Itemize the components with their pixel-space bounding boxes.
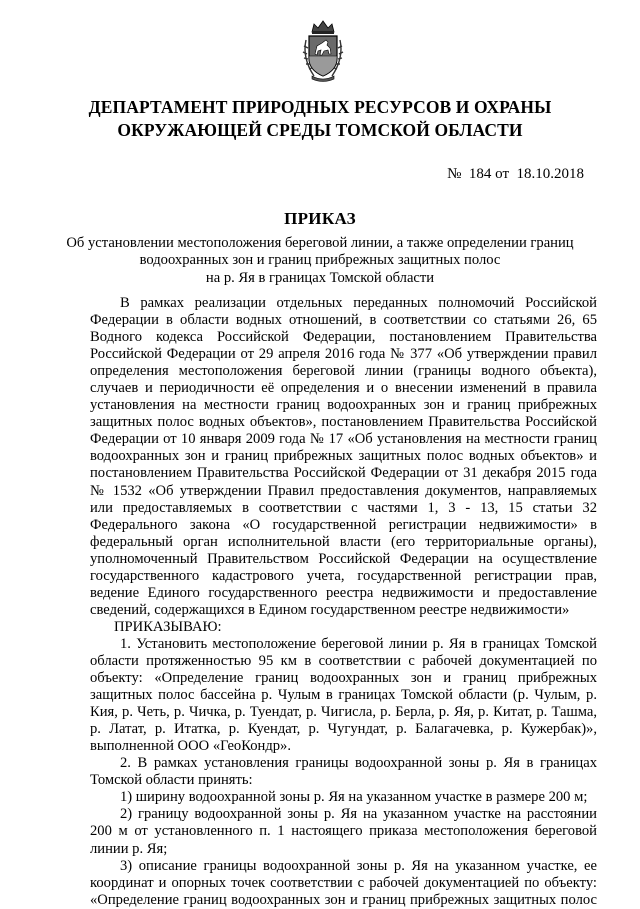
item-2-2-paragraph: 2) границу водоохранной зоны р. Яя на указанном участке на расстоянии 200 м от установленного п. 1 настоящего приказа местоположения береговой линии р. Яя; [90, 806, 597, 857]
order-subject [60, 235, 580, 287]
subject-line-3: на р. Яя в границах Томской области [205, 269, 435, 286]
item-2-1-paragraph: 1) ширину водоохранной зоны р. Яя на указанном участке в размере 200 м; [120, 789, 588, 806]
department-line-1: ДЕПАРТАМЕНТ ПРИРОДНЫХ РЕСУРСОВ И ОХРАНЫ [88, 97, 552, 117]
department-name [40, 96, 600, 142]
item-2-paragraph: 2. В рамках установления границы водоохранной зоны р. Яя в границах Томской области принять: [90, 755, 597, 789]
item-2-3-paragraph: 3) описание границы водоохранной зоны р. Яя на указанном участке, ее координат и опорных точек соответствии с рабочей документацией по объекту: «Определение границ водоохранных зон и границ прибрежных защитных полос [90, 857, 597, 908]
prikazyvayu-heading: ПРИКАЗЫВАЮ: [114, 618, 222, 635]
subject-line-2: водоохранных зон и границ прибрежных защитных полос [139, 252, 501, 269]
tomsk-coat-of-arms-icon [300, 18, 346, 84]
preamble-paragraph: В рамках реализации отдельных переданных полномочий Российской Федерации в области водных отношений, в соответствии со статьями 26, 65 Водного кодекса Российской Федерации, постановлением Правительства Российской Федерации от 29 апреля 2016 года № 377 «Об утверждении правил определения местоположения береговой линии (границы водного объекта), случаев и периодичности её определения и о внесении изменений в правила установления на местности границ водоохранных зон и границ прибрежных защитных полос водных объектов», постановлением Правительства Российской Федерации от 10 января 2009 года № 17 «Об установления на местности границ водоохранных зон и границ прибрежных защитных полос водных объектов» и постановлением Правительства Российской Федерации от 31 декабря 2015 года № 1532 «Об утверждении Правил предоставления документов, направляемых или предоставляемых в соответствии с частями 1, 3 - 13, 15 статьи 32 Федерального закона «О государственной регистрации недвижимости» в федеральный орган исполнительной власти (его территориальные органы), уполномоченный Правительством Российской Федерации на осуществление государственного кадастрового учета, государственной регистрации прав, ведение Единого государственного реестра недвижимости и предоставление сведений, содержащихся в Едином государственном реестре недвижимости» [90, 295, 597, 618]
subject-line-1: Об установлении местоположения береговой линии, а также определении границ [66, 235, 574, 251]
order-number: № 184 от 18.10.2018 [447, 166, 584, 182]
department-line-2: ОКРУЖАЮЩЕЙ СРЕДЫ ТОМСКОЙ ОБЛАСТИ [117, 120, 523, 140]
document-title: ПРИКАЗ [284, 209, 356, 228]
item-1-paragraph: 1. Установить местоположение береговой линии р. Яя в границах Томской области протяженностью 95 км в соответствии с рабочей документацией по объекту: «Определение границ водоохранных зон и границ прибрежных защитных полос бассейна р. Чулым в границах Томской области (р. Чулым, р. Кия, р. Четь, р. Чичка, р. Туендат, р. Чигисла, р. Берла, р. Яя, р. Китат, р. Ташма, р. Латат, р. Итатка, р. Куендат, р. Чугундат, р. Балагачевка, р. Кужербак)», выполненной ООО «ГеоКондр». [90, 635, 597, 755]
order-body [90, 295, 597, 909]
